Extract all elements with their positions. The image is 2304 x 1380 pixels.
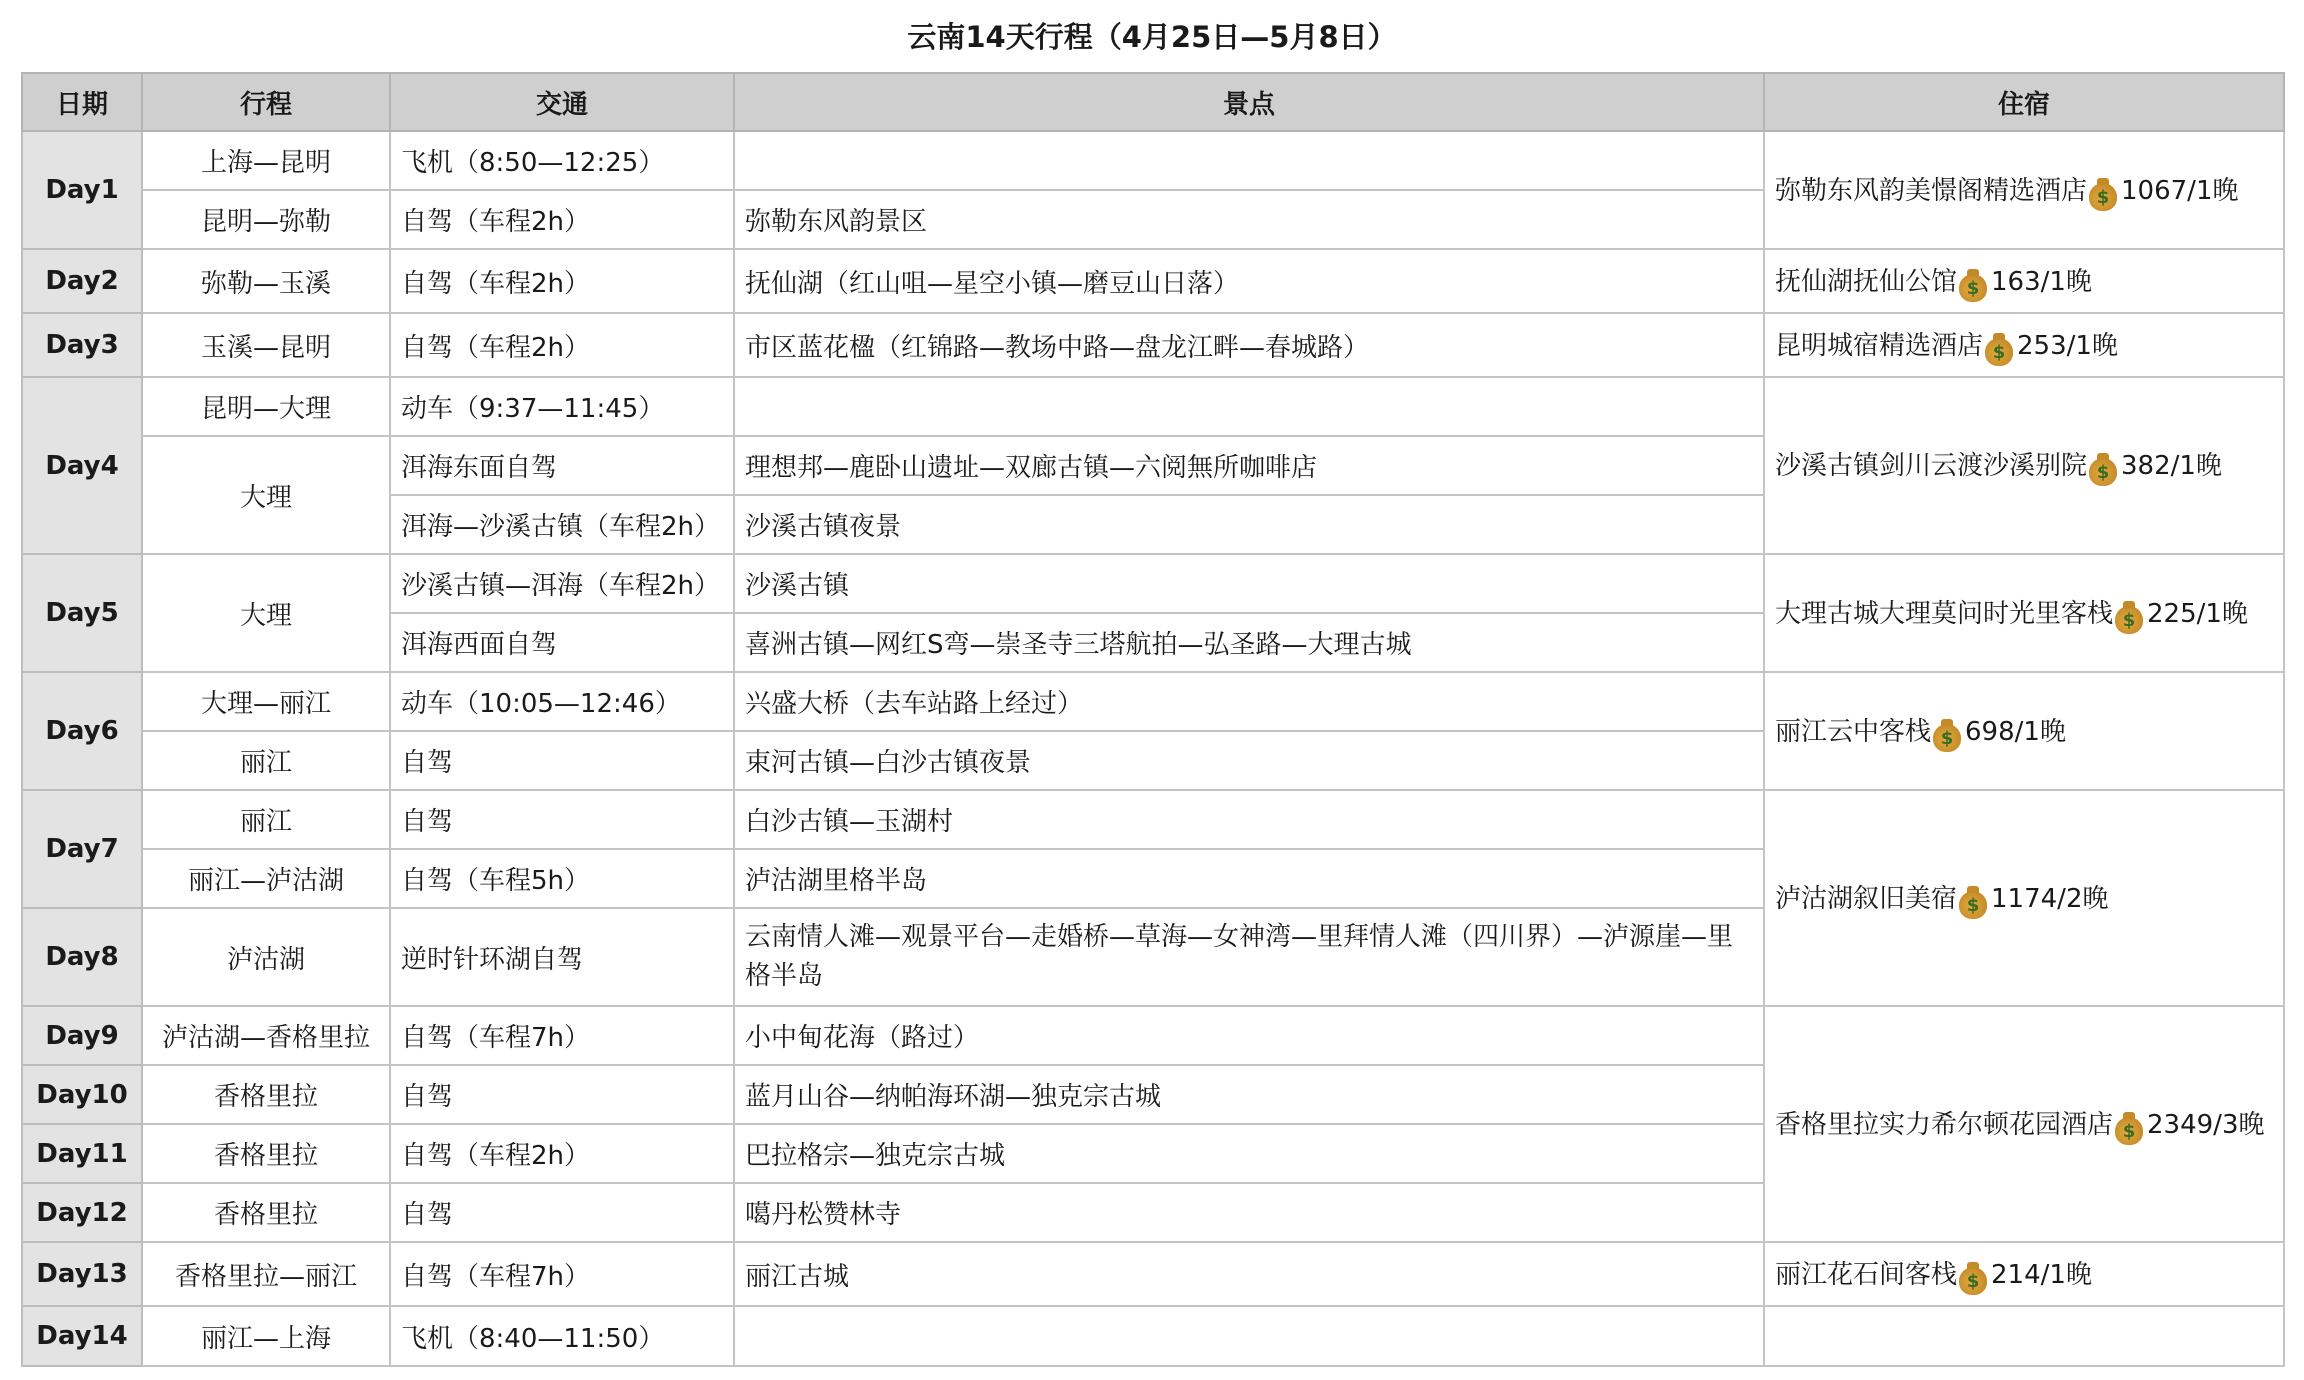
sights-cell: 白沙古镇—玉湖村 (734, 790, 1764, 849)
sights-cell: 市区蓝花楹（红锦路—教场中路—盘龙江畔—春城路） (734, 313, 1764, 377)
day-cell: Day13 (22, 1242, 142, 1306)
route-cell: 弥勒—玉溪 (142, 249, 390, 313)
route-cell: 丽江 (142, 731, 390, 790)
hotel-name: 丽江云中客栈 (1775, 716, 1932, 747)
hotel-cell (1764, 1306, 2284, 1366)
sights-cell: 弥勒东风韵景区 (734, 190, 1764, 249)
hotel-cell (1764, 672, 2284, 790)
day-cell: Day11 (22, 1124, 142, 1183)
route-cell: 昆明—大理 (142, 377, 390, 436)
hotel-price: 1174/2晚 (1991, 883, 2109, 914)
sights-cell (734, 377, 1764, 436)
route-cell: 玉溪—昆明 (142, 313, 390, 377)
route-cell: 香格里拉 (142, 1183, 390, 1242)
day-cell: Day7 (22, 790, 142, 908)
table-row (22, 1306, 2284, 1366)
sights-cell (734, 131, 1764, 190)
sights-cell: 泸沽湖里格半岛 (734, 849, 1764, 908)
table-row (22, 377, 2284, 436)
transport-cell: 洱海—沙溪古镇（车程2h） (390, 495, 734, 554)
table-row (22, 249, 2284, 313)
money-bag-icon: $ (1985, 338, 2013, 366)
money-bag-icon: $ (2089, 183, 2117, 211)
hotel-cell (1764, 1242, 2284, 1306)
header-row (22, 73, 2284, 131)
route-cell: 香格里拉—丽江 (142, 1242, 390, 1306)
day-cell: Day12 (22, 1183, 142, 1242)
transport-cell: 逆时针环湖自驾 (390, 908, 734, 1006)
day-cell: Day3 (22, 313, 142, 377)
table-row (22, 1006, 2284, 1065)
hotel-name: 大理古城大理莫问时光里客栈 (1775, 598, 2114, 629)
day-cell: Day10 (22, 1065, 142, 1124)
transport-cell: 自驾 (390, 1065, 734, 1124)
route-cell: 大理 (142, 436, 390, 554)
hotel-price: 2349/3晚 (2147, 1109, 2265, 1140)
money-bag-icon: $ (1959, 274, 1987, 302)
money-bag-icon: $ (2115, 1117, 2143, 1145)
hotel-cell (1764, 377, 2284, 554)
route-cell: 上海—昆明 (142, 131, 390, 190)
transport-cell: 自驾（车程2h） (390, 313, 734, 377)
table-row (22, 790, 2284, 849)
route-cell: 昆明—弥勒 (142, 190, 390, 249)
table-row (22, 672, 2284, 731)
transport-cell: 沙溪古镇—洱海（车程2h） (390, 554, 734, 613)
day-cell: Day8 (22, 908, 142, 1006)
hotel-name: 昆明城宿精选酒店 (1775, 330, 1984, 361)
money-bag-icon: $ (2089, 458, 2117, 486)
route-cell: 大理—丽江 (142, 672, 390, 731)
hotel-name: 抚仙湖抚仙公馆 (1775, 266, 1958, 297)
hotel-cell (1764, 249, 2284, 313)
table-row (22, 313, 2284, 377)
money-bag-icon: $ (1959, 1267, 1987, 1295)
money-bag-icon: $ (1933, 724, 1961, 752)
route-cell: 丽江 (142, 790, 390, 849)
sights-cell: 巴拉格宗—独克宗古城 (734, 1124, 1764, 1183)
header-transport: 交通 (390, 73, 734, 131)
sights-cell: 理想邦—鹿卧山遗址—双廊古镇—六阅無所咖啡店 (734, 436, 1764, 495)
day-cell: Day9 (22, 1006, 142, 1065)
route-cell: 大理 (142, 554, 390, 672)
hotel-price: 382/1晚 (2121, 451, 2222, 481)
header-date: 日期 (22, 73, 142, 131)
hotel-name: 丽江花石间客栈 (1775, 1259, 1958, 1290)
hotel-price: 163/1晚 (1991, 266, 2092, 297)
hotel-price: 1067/1晚 (2121, 175, 2239, 206)
transport-cell: 飞机（8:40—11:50） (390, 1306, 734, 1366)
table-row (22, 554, 2284, 613)
sights-cell: 蓝月山谷—纳帕海环湖—独克宗古城 (734, 1065, 1764, 1124)
transport-cell: 自驾 (390, 1183, 734, 1242)
hotel-name: 香格里拉实力希尔顿花园酒店 (1775, 1109, 2114, 1140)
hotel-name: 弥勒东风韵美憬阁精选酒店 (1775, 175, 2088, 206)
day-cell: Day1 (22, 131, 142, 249)
sights-cell (734, 1306, 1764, 1366)
table-row (22, 1242, 2284, 1306)
transport-cell: 洱海东面自驾 (390, 436, 734, 495)
route-cell: 丽江—泸沽湖 (142, 849, 390, 908)
header-sights: 景点 (734, 73, 1764, 131)
hotel-price: 225/1晚 (2147, 598, 2248, 629)
hotel-name: 沙溪古镇剑川云渡沙溪别院 (1775, 451, 2088, 481)
day-cell: Day4 (22, 377, 142, 554)
sights-cell: 抚仙湖（红山咀—星空小镇—磨豆山日落） (734, 249, 1764, 313)
sights-cell: 喜洲古镇—网红S弯—崇圣寺三塔航拍—弘圣路—大理古城 (734, 613, 1764, 672)
route-cell: 丽江—上海 (142, 1306, 390, 1366)
header-route: 行程 (142, 73, 390, 131)
sights-cell: 沙溪古镇夜景 (734, 495, 1764, 554)
hotel-cell (1764, 554, 2284, 672)
header-hotel: 住宿 (1764, 73, 2284, 131)
transport-cell: 自驾 (390, 731, 734, 790)
transport-cell: 自驾 (390, 790, 734, 849)
transport-cell: 自驾（车程7h） (390, 1006, 734, 1065)
transport-cell: 自驾（车程2h） (390, 1124, 734, 1183)
sights-cell: 束河古镇—白沙古镇夜景 (734, 731, 1764, 790)
sights-cell: 兴盛大桥（去车站路上经过） (734, 672, 1764, 731)
day-cell: Day6 (22, 672, 142, 790)
sights-cell: 噶丹松赞林寺 (734, 1183, 1764, 1242)
route-cell: 泸沽湖 (142, 908, 390, 1006)
money-bag-icon: $ (1959, 891, 1987, 919)
hotel-cell (1764, 313, 2284, 377)
transport-cell: 自驾（车程5h） (390, 849, 734, 908)
day-cell: Day14 (22, 1306, 142, 1366)
day-cell: Day5 (22, 554, 142, 672)
transport-cell: 动车（9:37—11:45） (390, 377, 734, 436)
hotel-price: 253/1晚 (2017, 330, 2118, 361)
sights-cell: 云南情人滩—观景平台—走婚桥—草海—女神湾—里拜情人滩（四川界）—泸源崖—里格半岛 (734, 908, 1764, 1006)
hotel-price: 214/1晚 (1991, 1259, 2092, 1290)
route-cell: 香格里拉 (142, 1124, 390, 1183)
transport-cell: 自驾（车程2h） (390, 190, 734, 249)
transport-cell: 飞机（8:50—12:25） (390, 131, 734, 190)
hotel-cell (1764, 790, 2284, 1006)
sights-cell: 丽江古城 (734, 1242, 1764, 1306)
hotel-cell (1764, 131, 2284, 249)
transport-cell: 自驾（车程2h） (390, 249, 734, 313)
hotel-cell (1764, 1006, 2284, 1242)
page-title: 云南14天行程（4月25日—5月8日） (907, 20, 1397, 54)
route-cell: 香格里拉 (142, 1065, 390, 1124)
transport-cell: 动车（10:05—12:46） (390, 672, 734, 731)
sights-cell: 小中甸花海（路过） (734, 1006, 1764, 1065)
hotel-price: 698/1晚 (1965, 716, 2066, 747)
transport-cell: 洱海西面自驾 (390, 613, 734, 672)
day-cell: Day2 (22, 249, 142, 313)
table-row (22, 131, 2284, 190)
itinerary-table (21, 72, 2285, 1367)
transport-cell: 自驾（车程7h） (390, 1242, 734, 1306)
sights-cell: 沙溪古镇 (734, 554, 1764, 613)
money-bag-icon: $ (2115, 606, 2143, 634)
route-cell: 泸沽湖—香格里拉 (142, 1006, 390, 1065)
hotel-name: 泸沽湖叙旧美宿 (1775, 883, 1958, 914)
